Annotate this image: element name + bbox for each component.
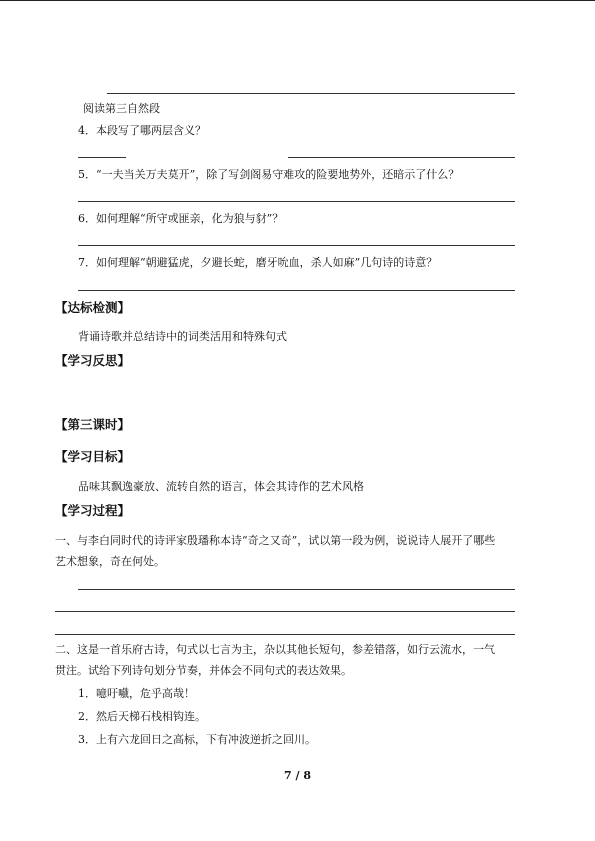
answer-line bbox=[55, 634, 515, 635]
heading-disan: 【第三课时】 bbox=[55, 417, 131, 432]
answer-line bbox=[107, 93, 515, 94]
answer-line bbox=[78, 201, 515, 202]
item2-sub3: 3．上有六龙回日之高标，下有冲波逆折之回川。 bbox=[78, 733, 316, 746]
item1-line1: 一、与李白同时代的诗评家殷璠称本诗“奇之又奇”，试以第一段为例，说说诗人展开了哪些 bbox=[55, 534, 496, 547]
question-6: 6．如何理解“所守或匪亲，化为狼与豺”？ bbox=[78, 212, 284, 225]
item2-line1: 二、这是一首乐府古诗，句式以七言为主，杂以其他长短句，参差错落，如行云流水，一气 bbox=[55, 643, 495, 656]
heading-dabiao: 【达标检测】 bbox=[55, 300, 131, 315]
item2-sub1: 1．噫吁嚱，危乎高哉！ bbox=[78, 687, 195, 700]
answer-line bbox=[78, 290, 515, 291]
heading-fansi: 【学习反思】 bbox=[55, 353, 131, 368]
page-top-border bbox=[0, 0, 595, 1]
item1-line2: 艺术想象，奇在何处。 bbox=[55, 555, 165, 568]
question-7: 7．如何理解“朝避猛虎，夕避长蛇，磨牙吮血，杀人如麻”几句诗的诗意？ bbox=[78, 256, 438, 269]
dabiao-text: 背诵诗歌并总结诗中的词类活用和特殊句式 bbox=[78, 330, 287, 343]
item2-sub2: 2．然后天梯石栈相钩连。 bbox=[78, 710, 206, 723]
question-4: 4．本段写了哪两层含义？ bbox=[78, 124, 206, 137]
question-5: 5．“一夫当关万夫莫开”，除了写剑阁易守难攻的险要地势外，还暗示了什么？ bbox=[78, 168, 460, 181]
heading-mubiao: 【学习目标】 bbox=[55, 449, 131, 464]
answer-line bbox=[78, 157, 126, 158]
page-number: 7 / 8 bbox=[284, 769, 311, 782]
mubiao-text: 品味其飘逸豪放、流转自然的语言，体会其诗作的艺术风格 bbox=[78, 480, 364, 493]
answer-line bbox=[55, 611, 515, 612]
answer-line bbox=[78, 245, 515, 246]
section-read-label: 阅读第三自然段 bbox=[83, 102, 160, 115]
answer-line bbox=[288, 157, 515, 158]
item2-line2: 贯注。试给下列诗句划分节奏，并体会不同句式的表达效果。 bbox=[55, 664, 352, 677]
answer-line bbox=[78, 589, 515, 590]
heading-guocheng: 【学习过程】 bbox=[55, 503, 131, 518]
